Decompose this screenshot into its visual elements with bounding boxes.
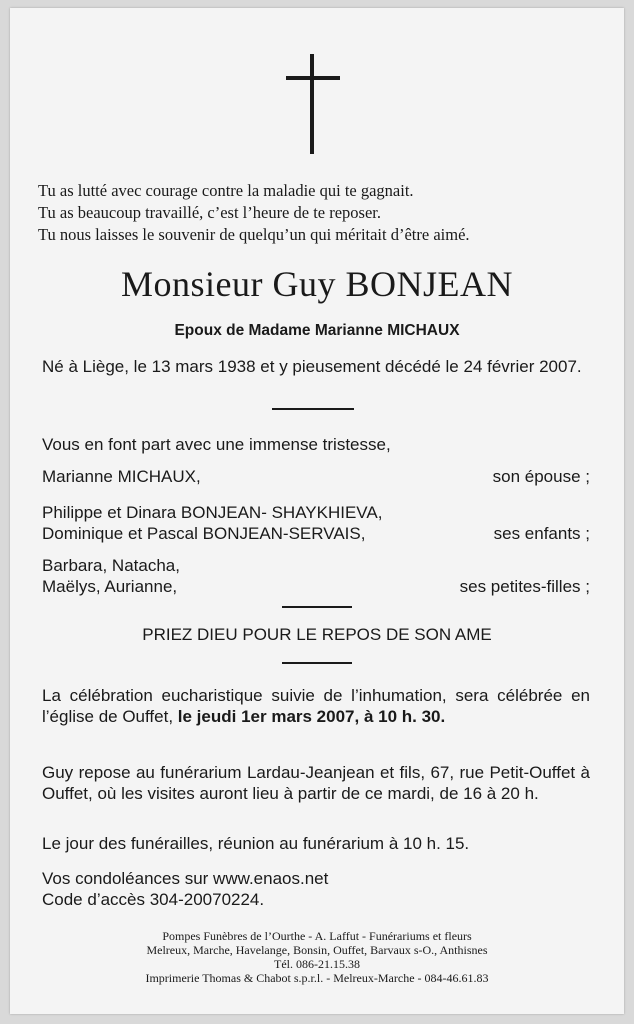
ceremony-text (42, 685, 590, 727)
ceremony-text-start: La célébration eucharistique suivie de l’inhumation, sera célébrée en l’église de Ouffet, (42, 686, 590, 726)
family-names: Marianne MICHAUX, (42, 467, 201, 486)
family-names: Dominique et Pascal BONJEAN-SERVAIS, (42, 524, 366, 543)
prayer-text: PRIEZ DIEU POUR LE REPOS DE SON AME (142, 625, 492, 644)
poem-line-3: Tu nous laisses le souvenir de quelqu’un qui méritait d’être aimé. (38, 225, 470, 244)
deceased-name: Monsieur Guy BONJEAN (121, 264, 513, 304)
family-role: ses petites-filles ; (459, 577, 590, 596)
cross-icon (310, 54, 314, 154)
footer-line-1: Pompes Funèbres de l’Ourthe - A. Laffut - Funérariums et fleurs (162, 929, 472, 943)
condolences-line-2: Code d’accès 304-20070224. (42, 890, 265, 909)
divider (282, 662, 352, 664)
poem-line-1: Tu as lutté avec courage contre la maladie qui te gagnait. (38, 181, 414, 200)
divider (282, 606, 352, 608)
footer-line-2: Melreux, Marche, Havelange, Bonsin, Ouffet, Barvaux s-O., Anthisnes (146, 943, 488, 957)
funeral-meeting-text: Le jour des funérailles, réunion au funérarium à 10 h. 15. (42, 834, 470, 853)
footer-line-3: Tél. 086-21.15.38 (274, 957, 360, 971)
condolences-line-1: Vos condoléances sur www.enaos.net (42, 869, 329, 888)
family-row-children-2 (42, 523, 590, 545)
divider (272, 408, 354, 410)
family-names: Maëlys, Aurianne, (42, 577, 178, 596)
repose-text: Guy repose au funérarium Lardau-Jeanjean et fils, 67, rue Petit-Ouffet à Ouffet, où les visites auront lieu à partir de ce mardi, de 16 à 20 h. (42, 763, 590, 803)
family-names: Barbara, Natacha, (42, 556, 180, 575)
family-role: son épouse ; (492, 467, 590, 486)
birth-death-text: Né à Liège, le 13 mars 1938 et y pieusement décédé le 24 février 2007. (42, 357, 582, 376)
footer-line-4: Imprimerie Thomas & Chabot s.p.r.l. - Melreux-Marche - 084-46.61.83 (145, 971, 489, 985)
family-row-spouse (42, 466, 590, 488)
family-names: Philippe et Dinara BONJEAN- SHAYKHIEVA, (42, 503, 383, 522)
family-role: ses enfants ; (493, 524, 590, 543)
cross-icon-bar (286, 76, 340, 80)
family-row-grandchildren-2 (42, 576, 590, 598)
poem-line-2: Tu as beaucoup travaillé, c’est l’heure de te reposer. (38, 203, 382, 222)
announcement-intro: Vous en font part avec une immense tristesse, (42, 435, 391, 454)
family-row-grandchildren-1 (42, 555, 590, 577)
spouse-line: Epoux de Madame Marianne MICHAUX (174, 322, 460, 339)
family-row-children-1 (42, 502, 590, 524)
ceremony-date: le jeudi 1er mars 2007, à 10 h. 30. (177, 707, 446, 726)
